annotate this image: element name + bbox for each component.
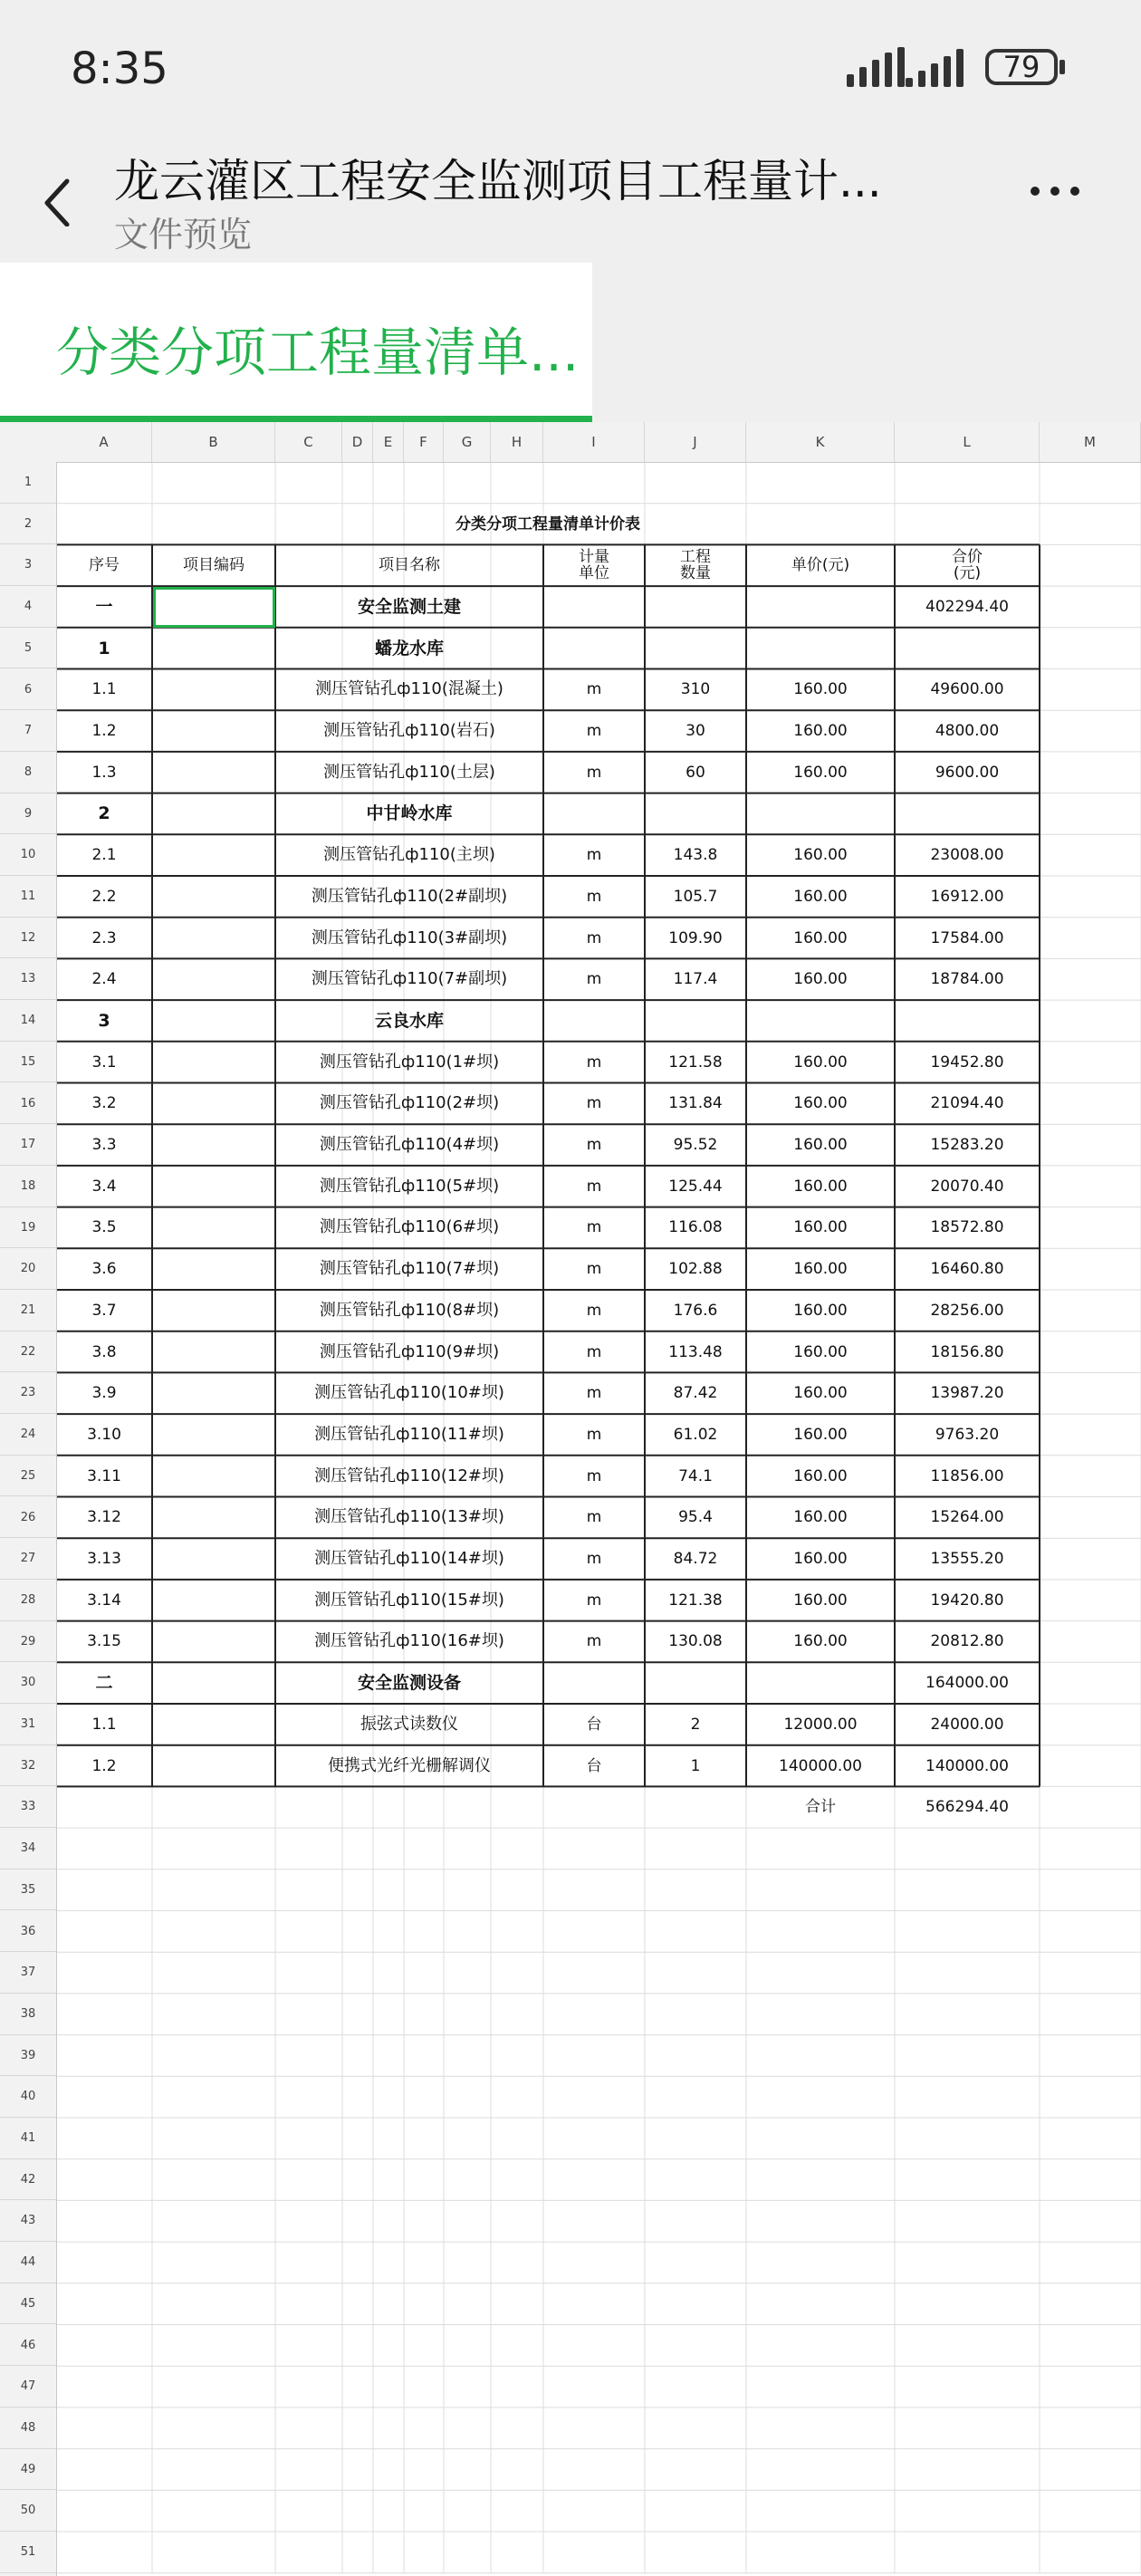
cell-seq[interactable]: 2.1 bbox=[91, 846, 117, 865]
cell-seq[interactable]: 2.2 bbox=[91, 887, 117, 906]
cell-seq[interactable]: 3.14 bbox=[87, 1591, 121, 1610]
cell-name[interactable]: 测压管钻孔ф110(15#坝) bbox=[314, 1590, 504, 1610]
cell-price[interactable]: 160.00 bbox=[793, 970, 848, 989]
cell-name[interactable]: 测压管钻孔ф110(8#坝) bbox=[319, 1300, 500, 1320]
cell-qty[interactable]: 121.38 bbox=[668, 1591, 723, 1610]
cell-name[interactable]: 测压管钻孔ф110(主坝) bbox=[323, 845, 495, 865]
cell-total[interactable]: 18156.80 bbox=[930, 1342, 1004, 1361]
cell-unit[interactable] bbox=[543, 1000, 645, 1042]
cell-total[interactable]: 18784.00 bbox=[930, 970, 1004, 989]
status-bar bbox=[0, 0, 1141, 145]
cell-seq[interactable]: 3.5 bbox=[91, 1218, 117, 1237]
cell-code[interactable] bbox=[152, 1000, 275, 1042]
cell-seq[interactable]: 3.1 bbox=[91, 1053, 117, 1072]
row-header-45[interactable]: 45 bbox=[0, 2283, 56, 2325]
row-header-35[interactable]: 35 bbox=[0, 1870, 56, 1911]
cell-total[interactable]: 16912.00 bbox=[930, 887, 1004, 906]
column-header-D[interactable]: D bbox=[342, 422, 373, 462]
cell-unit[interactable] bbox=[543, 1662, 645, 1704]
cell-unit[interactable]: m bbox=[586, 1177, 602, 1196]
cell-unit[interactable]: m bbox=[586, 1136, 602, 1155]
row-header-38[interactable]: 38 bbox=[0, 1994, 56, 2035]
cell-unit[interactable]: m bbox=[586, 763, 602, 782]
cell-qty[interactable]: 74.1 bbox=[678, 1466, 713, 1485]
cell-name[interactable]: 测压管钻孔ф110(2#副坝) bbox=[311, 886, 508, 906]
cell-total[interactable]: 17584.00 bbox=[930, 928, 1004, 947]
cell-code[interactable] bbox=[152, 628, 275, 669]
row-header-7[interactable]: 7 bbox=[0, 710, 56, 752]
cell-code[interactable] bbox=[152, 1414, 275, 1456]
cell-price[interactable] bbox=[746, 586, 895, 628]
cell-total[interactable]: 28256.00 bbox=[930, 1301, 1004, 1320]
cell-price[interactable]: 160.00 bbox=[793, 1094, 848, 1113]
cell-seq[interactable]: 3.10 bbox=[87, 1425, 121, 1444]
row-header-19[interactable]: 19 bbox=[0, 1207, 56, 1249]
cell-qty[interactable]: 87.42 bbox=[673, 1384, 718, 1403]
column-header-C[interactable]: C bbox=[275, 422, 342, 462]
cell-qty[interactable] bbox=[645, 793, 746, 835]
row-header-13[interactable]: 13 bbox=[0, 958, 56, 1000]
header-code[interactable]: 项目编码 bbox=[183, 556, 244, 575]
cell-unit[interactable]: m bbox=[586, 1218, 602, 1237]
cell-code[interactable] bbox=[152, 710, 275, 752]
row-header-5[interactable]: 5 bbox=[0, 628, 56, 669]
cell-seq[interactable]: 3.12 bbox=[87, 1508, 121, 1527]
cell-unit[interactable]: m bbox=[586, 1425, 602, 1444]
row-header-27[interactable]: 27 bbox=[0, 1538, 56, 1580]
row-header-28[interactable]: 28 bbox=[0, 1580, 56, 1621]
cell-price[interactable]: 160.00 bbox=[793, 1508, 848, 1527]
row-header-26[interactable]: 26 bbox=[0, 1497, 56, 1539]
cell-price[interactable]: 160.00 bbox=[793, 680, 848, 699]
cell-name[interactable]: 测压管钻孔ф110(3#副坝) bbox=[311, 928, 508, 947]
cell-unit[interactable]: m bbox=[586, 1260, 602, 1279]
row-header-40[interactable]: 40 bbox=[0, 2076, 56, 2118]
row-header-25[interactable]: 25 bbox=[0, 1456, 56, 1497]
cell-code[interactable] bbox=[152, 918, 275, 959]
cell-qty[interactable]: 30 bbox=[686, 722, 705, 741]
cell-qty[interactable]: 131.84 bbox=[668, 1094, 723, 1113]
column-header-E[interactable]: E bbox=[373, 422, 404, 462]
cell-code[interactable] bbox=[152, 958, 275, 1000]
cell-name[interactable]: 测压管钻孔ф110(11#坝) bbox=[314, 1424, 504, 1444]
sheet-tab-label: 分类分项工程量清单... bbox=[56, 322, 580, 383]
row-header-1[interactable]: 1 bbox=[0, 462, 56, 504]
cell-code[interactable] bbox=[152, 1207, 275, 1249]
row-header-30[interactable]: 30 bbox=[0, 1662, 56, 1704]
cell-qty[interactable]: 61.02 bbox=[673, 1425, 718, 1444]
cell-price[interactable] bbox=[746, 628, 895, 669]
cell-price[interactable]: 160.00 bbox=[793, 763, 848, 782]
cell-total[interactable]: 20070.40 bbox=[930, 1177, 1004, 1196]
cell-code[interactable] bbox=[152, 1704, 275, 1745]
cell-total[interactable] bbox=[895, 793, 1040, 835]
cell-qty[interactable]: 95.4 bbox=[678, 1508, 713, 1527]
cell-seq[interactable]: 2.4 bbox=[91, 970, 117, 989]
cell-total[interactable]: 49600.00 bbox=[930, 680, 1004, 699]
cell-name[interactable]: 测压管钻孔ф110(6#坝) bbox=[319, 1217, 500, 1237]
cell-name[interactable]: 测压管钻孔ф110(10#坝) bbox=[314, 1383, 504, 1403]
cell-unit[interactable] bbox=[543, 586, 645, 628]
cell-code[interactable] bbox=[152, 752, 275, 793]
cell-code[interactable] bbox=[152, 793, 275, 835]
header-name[interactable]: 项目名称 bbox=[379, 556, 440, 575]
cell-seq[interactable]: 3.7 bbox=[91, 1301, 117, 1320]
row-header-23[interactable]: 23 bbox=[0, 1372, 56, 1414]
cell-code[interactable] bbox=[152, 1083, 275, 1125]
sheet-tab[interactable] bbox=[0, 263, 592, 422]
cell-name[interactable]: 中甘岭水库 bbox=[366, 803, 453, 824]
cell-total[interactable]: 24000.00 bbox=[930, 1715, 1004, 1734]
cell-code[interactable] bbox=[152, 1166, 275, 1207]
cell-seq[interactable]: 1.1 bbox=[91, 680, 117, 699]
cell-name[interactable]: 测压管钻孔ф110(12#坝) bbox=[314, 1466, 504, 1485]
title-bar bbox=[0, 145, 1141, 263]
cell-seq[interactable]: 2.3 bbox=[91, 928, 117, 947]
cell-code[interactable] bbox=[152, 876, 275, 918]
cell-total[interactable]: 9600.00 bbox=[935, 763, 1000, 782]
cell-seq[interactable]: 3.15 bbox=[87, 1632, 121, 1651]
cell-seq[interactable]: 3.9 bbox=[91, 1384, 117, 1403]
cell-total[interactable]: 16460.80 bbox=[930, 1260, 1004, 1279]
battery-icon: 79 bbox=[985, 49, 1058, 85]
cell-seq[interactable]: 二 bbox=[95, 1673, 113, 1694]
cell-unit[interactable]: m bbox=[586, 970, 602, 989]
cell-price[interactable]: 160.00 bbox=[793, 1177, 848, 1196]
cell-total[interactable]: 20812.80 bbox=[930, 1632, 1004, 1651]
page-subtitle: 文件预览 bbox=[114, 215, 253, 255]
signal-icon bbox=[847, 47, 905, 87]
cell-qty[interactable] bbox=[645, 586, 746, 628]
cell-qty[interactable]: 143.8 bbox=[673, 846, 718, 865]
cell-qty[interactable]: 1 bbox=[690, 1756, 701, 1775]
cell-price[interactable]: 160.00 bbox=[793, 1218, 848, 1237]
cell-seq[interactable]: 3.3 bbox=[91, 1136, 117, 1155]
cell-price[interactable] bbox=[746, 793, 895, 835]
cell-seq[interactable]: 3.11 bbox=[87, 1466, 121, 1485]
cell-price[interactable]: 160.00 bbox=[793, 1342, 848, 1361]
cell-name[interactable]: 测压管钻孔ф110(混凝土) bbox=[315, 679, 503, 699]
row-header-39[interactable]: 39 bbox=[0, 2035, 56, 2077]
cell-price[interactable]: 160.00 bbox=[793, 722, 848, 741]
row-header-31[interactable]: 31 bbox=[0, 1704, 56, 1745]
row-header-49[interactable]: 49 bbox=[0, 2449, 56, 2491]
cell-name[interactable]: 安全监测设备 bbox=[357, 1673, 461, 1694]
cell-code[interactable] bbox=[152, 1538, 275, 1580]
row-header-46[interactable]: 46 bbox=[0, 2325, 56, 2367]
cell-total[interactable]: 15264.00 bbox=[930, 1508, 1004, 1527]
row-header-48[interactable]: 48 bbox=[0, 2408, 56, 2449]
cell-qty[interactable]: 116.08 bbox=[668, 1218, 723, 1237]
cell-seq[interactable]: 一 bbox=[95, 596, 113, 617]
cell-name[interactable]: 测压管钻孔ф110(7#副坝) bbox=[311, 969, 508, 989]
cell-total[interactable]: 18572.80 bbox=[930, 1218, 1004, 1237]
cell-total[interactable]: 4800.00 bbox=[935, 722, 1000, 741]
cell-qty[interactable]: 130.08 bbox=[668, 1632, 723, 1651]
row-header-17[interactable]: 17 bbox=[0, 1124, 56, 1166]
cell-unit[interactable] bbox=[543, 628, 645, 669]
cell-unit[interactable]: m bbox=[586, 1466, 602, 1485]
summary-label[interactable]: 合计 bbox=[805, 1798, 836, 1817]
row-header-2[interactable]: 2 bbox=[0, 504, 56, 545]
cell-seq[interactable]: 1.2 bbox=[91, 722, 117, 741]
cell-seq[interactable]: 3.2 bbox=[91, 1094, 117, 1113]
sheet-tabbar bbox=[0, 263, 1141, 422]
header-total[interactable]: 合价 (元) bbox=[952, 548, 983, 583]
cell-price[interactable]: 160.00 bbox=[793, 928, 848, 947]
cell-unit[interactable]: m bbox=[586, 1508, 602, 1527]
cell-name[interactable]: 振弦式读数仪 bbox=[360, 1714, 458, 1734]
cell-unit[interactable] bbox=[543, 793, 645, 835]
cell-qty[interactable]: 125.44 bbox=[668, 1177, 723, 1196]
row-header-12[interactable]: 12 bbox=[0, 918, 56, 959]
cell-total[interactable] bbox=[895, 628, 1040, 669]
cell-qty[interactable]: 102.88 bbox=[668, 1260, 723, 1279]
row-header-3[interactable]: 3 bbox=[0, 544, 56, 586]
column-header bbox=[0, 422, 1141, 463]
row-header-11[interactable]: 11 bbox=[0, 876, 56, 918]
column-header-G[interactable]: G bbox=[444, 422, 491, 462]
cell-code[interactable] bbox=[152, 1248, 275, 1290]
cell-price[interactable]: 160.00 bbox=[793, 1384, 848, 1403]
sheet-title[interactable]: 分类分项工程量清单计价表 bbox=[455, 514, 640, 533]
cell-qty[interactable]: 95.52 bbox=[673, 1136, 718, 1155]
cell-price[interactable]: 160.00 bbox=[793, 887, 848, 906]
cell-code[interactable] bbox=[152, 1372, 275, 1414]
cell-unit[interactable]: m bbox=[586, 1591, 602, 1610]
cell-name[interactable]: 测压管钻孔ф110(9#坝) bbox=[319, 1341, 500, 1361]
cell-qty[interactable]: 60 bbox=[686, 763, 705, 782]
cell-code[interactable] bbox=[152, 1580, 275, 1621]
row-header-21[interactable]: 21 bbox=[0, 1290, 56, 1331]
column-header-F[interactable]: F bbox=[404, 422, 444, 462]
battery-tip bbox=[1060, 60, 1065, 74]
row-header-43[interactable]: 43 bbox=[0, 2200, 56, 2242]
cell-name[interactable]: 测压管钻孔ф110(岩石) bbox=[323, 721, 495, 741]
cell-total[interactable]: 13987.20 bbox=[930, 1384, 1004, 1403]
cell-price[interactable] bbox=[746, 1000, 895, 1042]
cell-qty[interactable] bbox=[645, 1662, 746, 1704]
cell-unit[interactable]: m bbox=[586, 680, 602, 699]
cell-name[interactable]: 安全监测土建 bbox=[357, 596, 461, 617]
cell-total[interactable] bbox=[895, 1000, 1040, 1042]
cell-qty[interactable]: 113.48 bbox=[668, 1342, 723, 1361]
status-time: 8:35 bbox=[71, 43, 168, 94]
more-icon bbox=[1031, 187, 1040, 196]
cell-name[interactable]: 测压管钻孔ф110(13#坝) bbox=[314, 1507, 504, 1527]
row-header-14[interactable]: 14 bbox=[0, 1000, 56, 1042]
more-button[interactable] bbox=[1031, 187, 1079, 196]
row-header bbox=[0, 462, 57, 2576]
column-header-M[interactable]: M bbox=[1040, 422, 1141, 462]
cell-total[interactable]: 19452.80 bbox=[930, 1053, 1004, 1072]
cell-seq[interactable]: 3 bbox=[98, 1010, 110, 1031]
summary-total[interactable]: 566294.40 bbox=[925, 1798, 1009, 1817]
row-header-50[interactable]: 50 bbox=[0, 2490, 56, 2532]
cell-seq[interactable]: 3.13 bbox=[87, 1550, 121, 1569]
row-header-41[interactable]: 41 bbox=[0, 2118, 56, 2159]
cell-price[interactable]: 160.00 bbox=[793, 1466, 848, 1485]
cell-qty[interactable]: 117.4 bbox=[673, 970, 718, 989]
cell-name[interactable]: 测压管钻孔ф110(5#坝) bbox=[319, 1176, 500, 1196]
cell-unit[interactable]: m bbox=[586, 928, 602, 947]
cell-name[interactable]: 测压管钻孔ф110(1#坝) bbox=[319, 1052, 500, 1072]
cell-price[interactable]: 160.00 bbox=[793, 846, 848, 865]
cell-code[interactable] bbox=[152, 1331, 275, 1373]
cell-price[interactable]: 160.00 bbox=[793, 1053, 848, 1072]
row-header-32[interactable]: 32 bbox=[0, 1745, 56, 1787]
cell-name[interactable]: 测压管钻孔ф110(14#坝) bbox=[314, 1549, 504, 1569]
cell-total[interactable]: 402294.40 bbox=[925, 597, 1009, 616]
cell-unit[interactable]: 台 bbox=[586, 1715, 602, 1734]
cell-price[interactable]: 160.00 bbox=[793, 1301, 848, 1320]
cell-qty[interactable]: 2 bbox=[690, 1715, 701, 1734]
cell-unit[interactable]: m bbox=[586, 1550, 602, 1569]
cell-code[interactable] bbox=[152, 834, 275, 876]
header-price[interactable]: 单价(元) bbox=[791, 556, 850, 575]
page-title: 龙云灌区工程安全监测项目工程量计... bbox=[114, 155, 882, 207]
row-header-16[interactable]: 16 bbox=[0, 1083, 56, 1125]
row-header-29[interactable]: 29 bbox=[0, 1621, 56, 1663]
cell-price[interactable]: 160.00 bbox=[793, 1550, 848, 1569]
header-seq[interactable]: 序号 bbox=[89, 556, 120, 575]
cell-total[interactable]: 9763.20 bbox=[935, 1425, 1000, 1444]
cell-unit[interactable]: m bbox=[586, 722, 602, 741]
row-header-42[interactable]: 42 bbox=[0, 2159, 56, 2201]
cell-code[interactable] bbox=[152, 1497, 275, 1539]
column-header-L[interactable]: L bbox=[895, 422, 1040, 462]
column-header-H[interactable]: H bbox=[491, 422, 543, 462]
cell-total[interactable]: 23008.00 bbox=[930, 846, 1004, 865]
cell-unit[interactable]: m bbox=[586, 1384, 602, 1403]
row-header-22[interactable]: 22 bbox=[0, 1331, 56, 1373]
chevron-left-icon bbox=[34, 154, 80, 226]
cell-qty[interactable] bbox=[645, 1000, 746, 1042]
row-header-4[interactable]: 4 bbox=[0, 586, 56, 628]
cell-name[interactable]: 蟠龙水库 bbox=[374, 638, 444, 658]
cell-seq[interactable]: 3.6 bbox=[91, 1260, 117, 1279]
cell-unit[interactable]: m bbox=[586, 1632, 602, 1651]
column-header-K[interactable]: K bbox=[746, 422, 895, 462]
row-header-36[interactable]: 36 bbox=[0, 1911, 56, 1953]
cell-qty[interactable]: 121.58 bbox=[668, 1053, 723, 1072]
cell-name[interactable]: 测压管钻孔ф110(16#坝) bbox=[314, 1631, 504, 1651]
cell-name[interactable]: 测压管钻孔ф110(土层) bbox=[323, 762, 495, 782]
header-unit[interactable]: 计量 单位 bbox=[579, 548, 609, 583]
cell-unit[interactable]: m bbox=[586, 1342, 602, 1361]
cell-seq[interactable]: 1 bbox=[98, 638, 110, 658]
row-header-10[interactable]: 10 bbox=[0, 834, 56, 876]
column-header-B[interactable]: B bbox=[152, 422, 275, 462]
cell-total[interactable]: 15283.20 bbox=[930, 1136, 1004, 1155]
cell-code[interactable] bbox=[152, 1621, 275, 1663]
row-header-34[interactable]: 34 bbox=[0, 1828, 56, 1870]
spreadsheet-grid[interactable] bbox=[0, 422, 1141, 2576]
row-header-9[interactable]: 9 bbox=[0, 793, 56, 835]
cell-name[interactable]: 便携式光纤光栅解调仪 bbox=[328, 1755, 491, 1775]
cell-code[interactable] bbox=[152, 1290, 275, 1331]
signal-icon bbox=[906, 47, 964, 87]
cell-seq[interactable]: 1.1 bbox=[91, 1715, 117, 1734]
row-header-18[interactable]: 18 bbox=[0, 1166, 56, 1207]
cell-price[interactable]: 160.00 bbox=[793, 1632, 848, 1651]
column-header-A[interactable]: A bbox=[56, 422, 152, 462]
cell-code[interactable] bbox=[152, 1124, 275, 1166]
cell-price[interactable]: 140000.00 bbox=[779, 1756, 862, 1775]
cell-seq[interactable]: 3.8 bbox=[91, 1342, 117, 1361]
cell-price[interactable]: 160.00 bbox=[793, 1425, 848, 1444]
cell-qty[interactable] bbox=[645, 628, 746, 669]
row-header-15[interactable]: 15 bbox=[0, 1042, 56, 1083]
cell-qty[interactable]: 109.90 bbox=[668, 928, 723, 947]
row-header-44[interactable]: 44 bbox=[0, 2242, 56, 2283]
cell-unit[interactable]: m bbox=[586, 1094, 602, 1113]
cell-unit[interactable]: 台 bbox=[586, 1756, 602, 1775]
cell-unit[interactable]: m bbox=[586, 1053, 602, 1072]
row-header-33[interactable]: 33 bbox=[0, 1786, 56, 1828]
cell-name[interactable]: 测压管钻孔ф110(2#坝) bbox=[319, 1093, 500, 1113]
cell-price[interactable]: 160.00 bbox=[793, 1260, 848, 1279]
cell-price[interactable]: 160.00 bbox=[793, 1136, 848, 1155]
row-header-20[interactable]: 20 bbox=[0, 1248, 56, 1290]
cell-unit[interactable]: m bbox=[586, 1301, 602, 1320]
cell-total[interactable]: 19420.80 bbox=[930, 1591, 1004, 1610]
cell-total[interactable]: 13555.20 bbox=[930, 1550, 1004, 1569]
cell-qty[interactable]: 105.7 bbox=[673, 887, 718, 906]
cell-price[interactable]: 12000.00 bbox=[783, 1715, 858, 1734]
row-header-6[interactable]: 6 bbox=[0, 669, 56, 711]
row-header-24[interactable]: 24 bbox=[0, 1414, 56, 1456]
cell-total[interactable]: 140000.00 bbox=[925, 1756, 1009, 1775]
cell-qty[interactable]: 310 bbox=[680, 680, 711, 699]
selected-cell[interactable] bbox=[153, 587, 275, 628]
row-header-8[interactable]: 8 bbox=[0, 752, 56, 793]
cell-qty[interactable]: 176.6 bbox=[673, 1301, 718, 1320]
cell-total[interactable]: 21094.40 bbox=[930, 1094, 1004, 1113]
cell-code[interactable] bbox=[152, 669, 275, 711]
cell-code[interactable] bbox=[152, 1662, 275, 1704]
row-header-47[interactable]: 47 bbox=[0, 2366, 56, 2408]
cell-seq[interactable]: 1.2 bbox=[91, 1756, 117, 1775]
cell-name[interactable]: 测压管钻孔ф110(7#坝) bbox=[319, 1259, 500, 1279]
cell-unit[interactable]: m bbox=[586, 887, 602, 906]
cell-name[interactable]: 云良水库 bbox=[374, 1010, 444, 1031]
cell-price[interactable] bbox=[746, 1662, 895, 1704]
cell-total[interactable]: 164000.00 bbox=[925, 1674, 1009, 1693]
column-header-J[interactable]: J bbox=[645, 422, 746, 462]
cell-qty[interactable]: 84.72 bbox=[673, 1550, 718, 1569]
header-qty[interactable]: 工程 数量 bbox=[680, 548, 711, 583]
row-header-37[interactable]: 37 bbox=[0, 1952, 56, 1994]
column-header-I[interactable]: I bbox=[543, 422, 645, 462]
cell-code[interactable] bbox=[152, 1745, 275, 1787]
back-button[interactable] bbox=[34, 154, 80, 226]
cell-price[interactable]: 160.00 bbox=[793, 1591, 848, 1610]
cell-name[interactable]: 测压管钻孔ф110(4#坝) bbox=[319, 1135, 500, 1155]
row-header-51[interactable]: 51 bbox=[0, 2532, 56, 2573]
cell-code[interactable] bbox=[152, 1042, 275, 1083]
cell-unit[interactable]: m bbox=[586, 846, 602, 865]
cell-seq[interactable]: 2 bbox=[98, 803, 110, 824]
cell-total[interactable]: 11856.00 bbox=[930, 1466, 1004, 1485]
cell-code[interactable] bbox=[152, 1456, 275, 1497]
cell-seq[interactable]: 3.4 bbox=[91, 1177, 117, 1196]
cell-seq[interactable]: 1.3 bbox=[91, 763, 117, 782]
